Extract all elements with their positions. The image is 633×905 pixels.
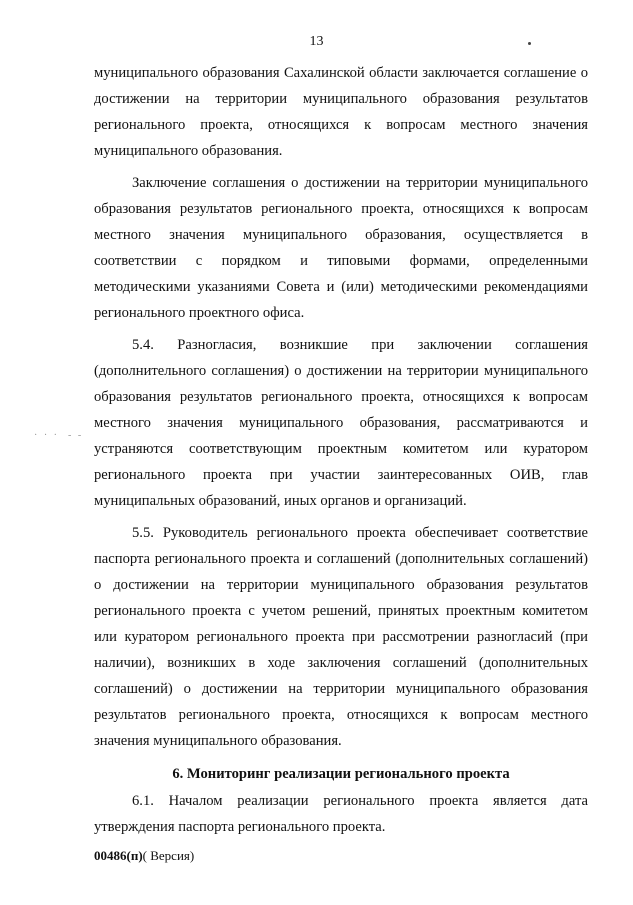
paragraph-6-1: 6.1. Началом реализации регионального проекта является дата утверждения паспорта регионального проекта.	[94, 793, 588, 835]
scan-speck	[528, 42, 531, 45]
footer-document-code	[94, 848, 194, 864]
paragraph-5-5: 5.5. Руководитель регионального проекта обеспечивает соответствие паспорта регионального проекта и соглашений (дополнительных соглашений) о достижении на территории муниципального образования результатов регионального проекта с учетом решений, принятых проектным комитетом или куратором регионального проекта при рассмотрении разногласий (при наличии), возникших в ходе заключения соглашений (дополнительных соглашений) о достижении на территории муниципального образования результатов регионального проекта, относящихся к вопросам местного значения муниципального образования.	[94, 525, 588, 749]
paragraph-agreement-conclusion: Заключение соглашения о достижении на территории муниципального образования результатов регионального проекта, относящихся к вопросам местного значения муниципального образования, осуществляется в соответствии с порядком и типовыми формами, определенными методическими указаниями Совета и (или) методическими рекомендациями регионального проектного офиса.	[94, 175, 588, 321]
page-number: 13	[309, 34, 324, 49]
footer-code: 00486(п)	[94, 848, 143, 863]
section-heading: 6. Мониторинг реализации регионального проекта	[172, 766, 510, 782]
paragraph-continuation: муниципального образования Сахалинской области заключается соглашение о достижении на территории муниципального образования результатов регионального проекта, относящихся к вопросам местного значения муниципального образования.	[94, 65, 588, 159]
footer-version: ( Версия)	[142, 848, 195, 863]
document-body	[94, 60, 588, 754]
paragraph-5-4: 5.4. Разногласия, возникшие при заключении соглашения (дополнительного соглашения) о достижении на территории муниципального образования результатов регионального проекта, относящихся к вопросам местного значения муниципального образования, рассматриваются и устраняются соответствующим проектным комитетом или куратором регионального проекта при участии заинтересованных ОИВ, глав муниципальных образований, иных органов и организаций.	[94, 337, 588, 509]
scan-margin-marks: · · · - -	[34, 430, 84, 441]
section-body	[94, 788, 588, 840]
